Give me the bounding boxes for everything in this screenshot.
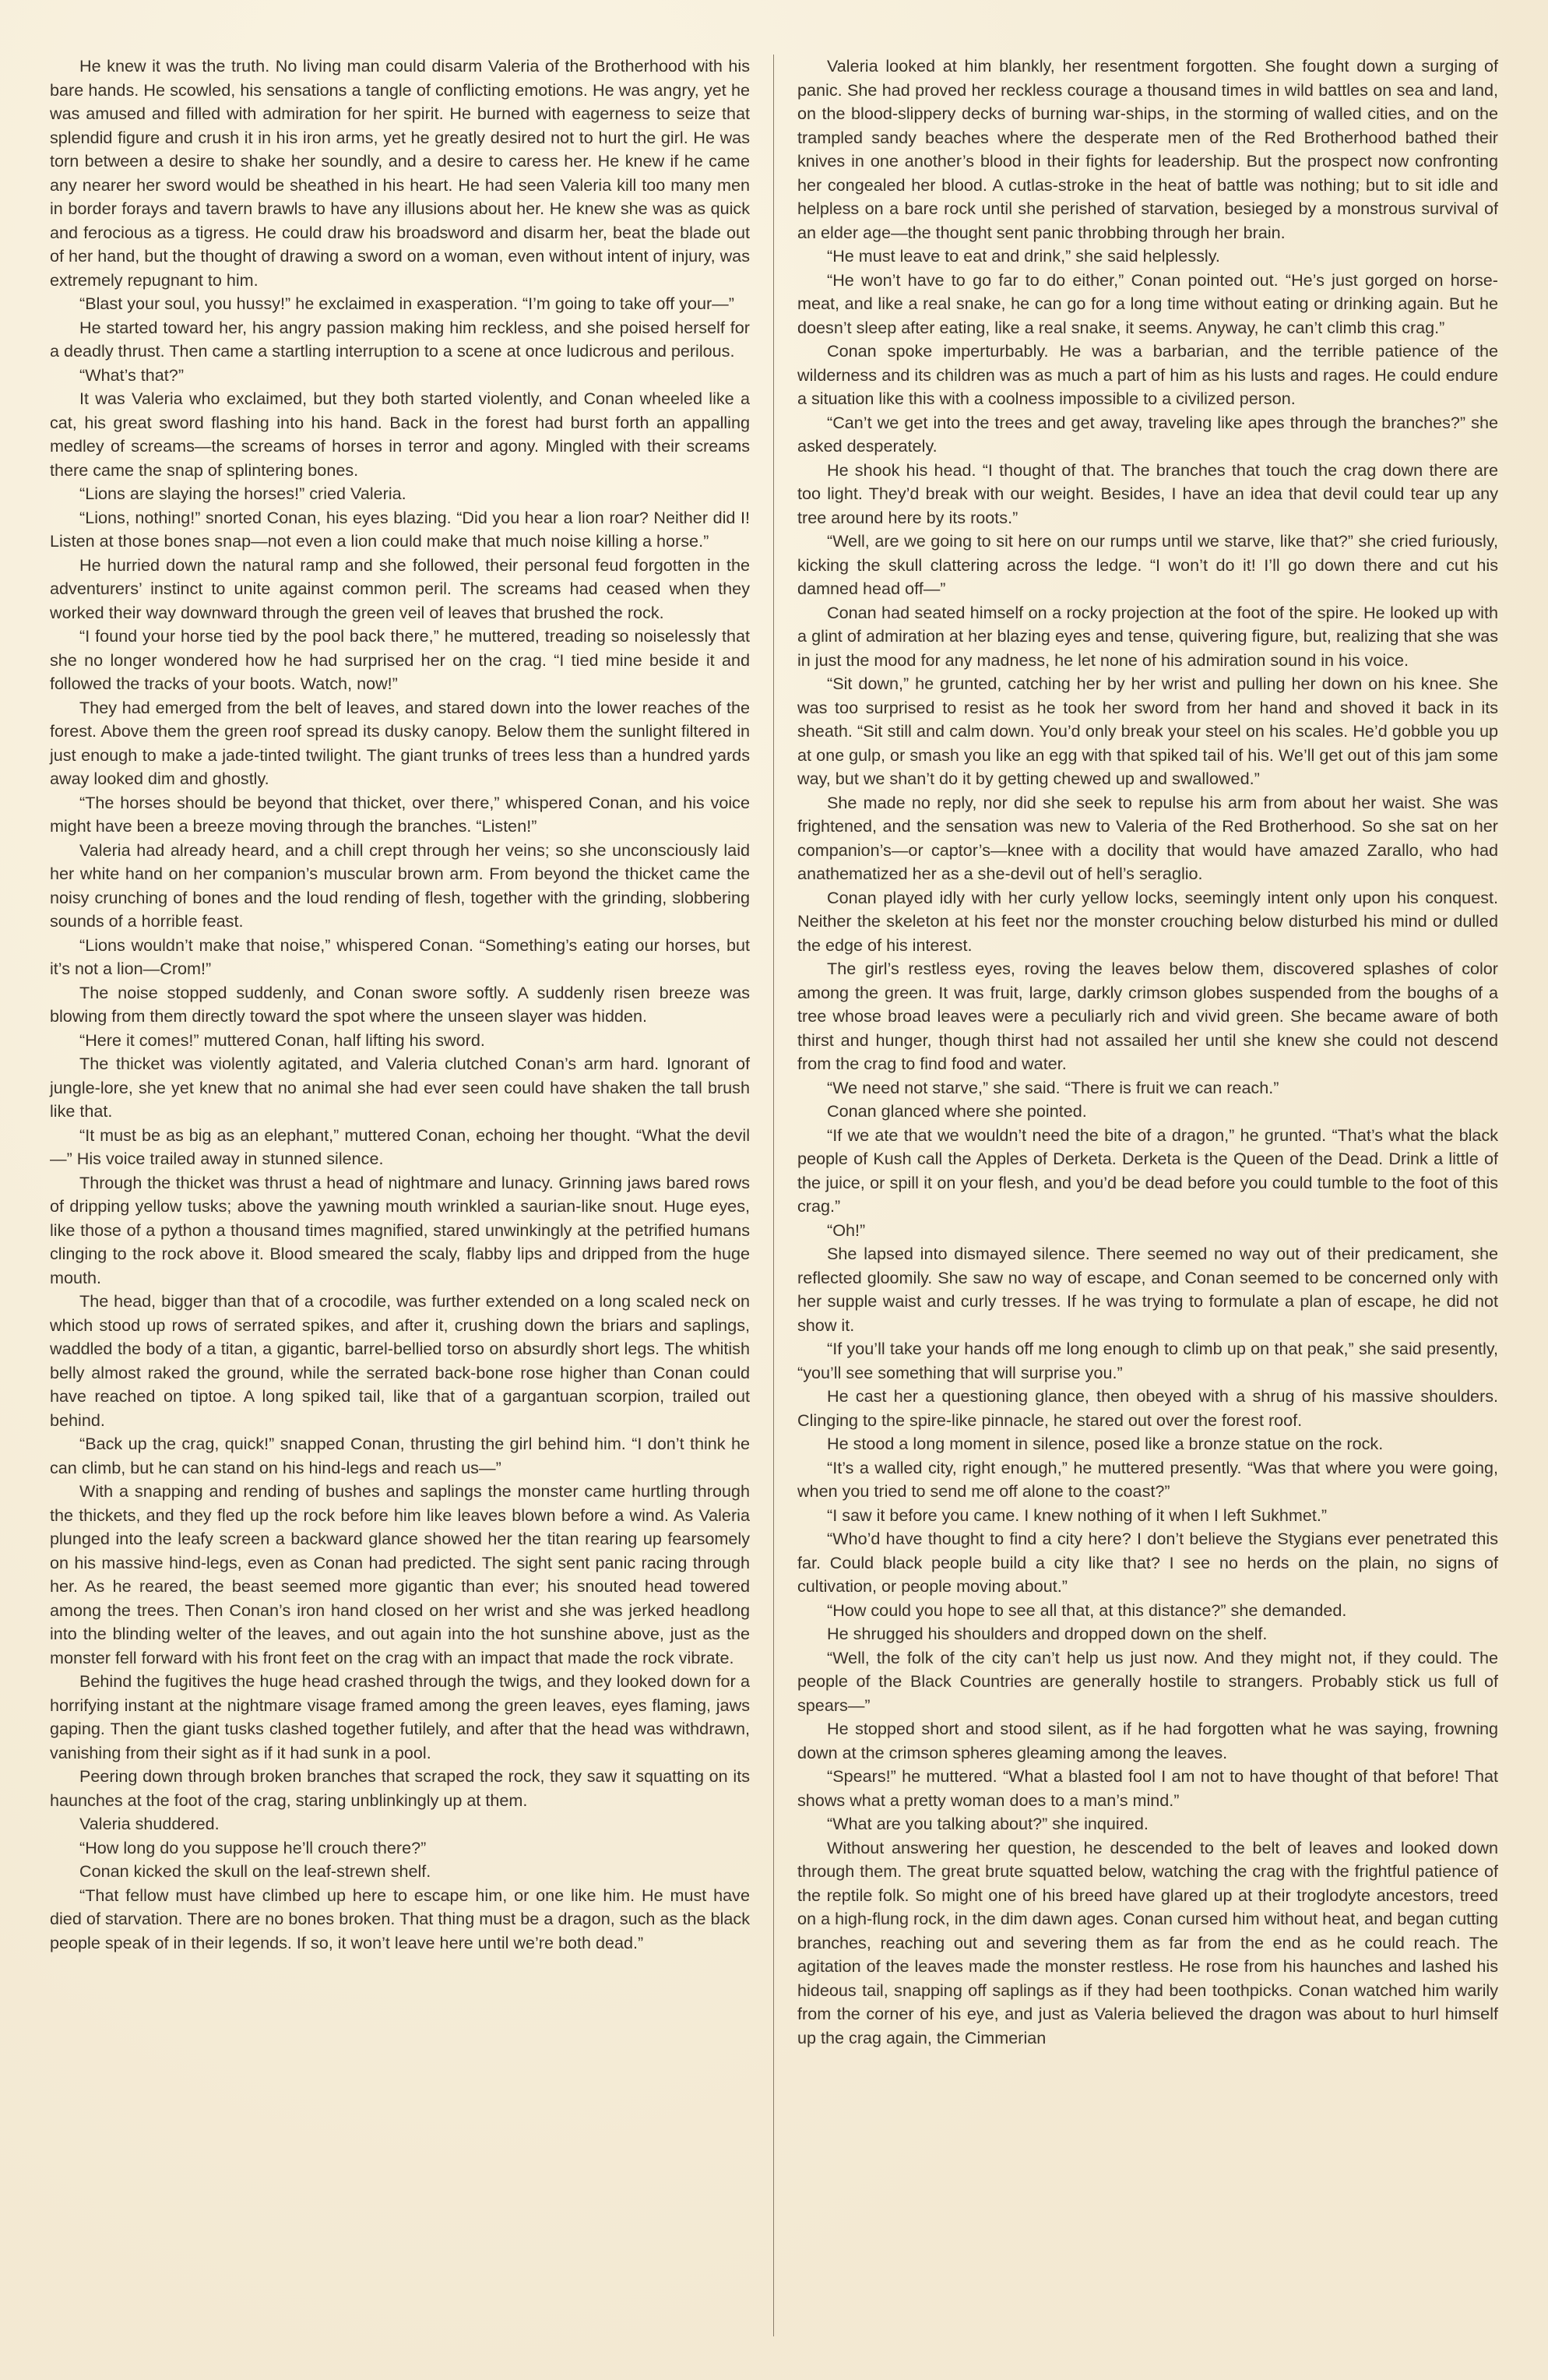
paragraph: He stood a long moment in silence, posed like a bronze statue on the rock. bbox=[827, 1434, 1384, 1453]
paragraph: “What are you talking about?” she inquired. bbox=[827, 1814, 1149, 1833]
paragraph: Peering down through broken branches that scraped the rock, they saw it squatting on its haunches at the foot of the crag, staring unblinkingly up at them. bbox=[50, 1766, 750, 1810]
paragraph: Conan spoke imperturbably. He was a barbarian, and the terrible patience of the wilderness and its children was as much a part of him as his lusts and rages. He could endure a situation like this with a coolness impossible to a civilized person. bbox=[797, 341, 1498, 408]
paragraph: The girl’s restless eyes, roving the leaves below them, discovered splashes of color among the green. It was fruit, large, darkly crimson globes suspended from the boughs of a tree whose broad leaves were a peculiarly rich and vivid green. She became aware of both thirst and hunger, though thirst had not assailed her until she knew she could not descend from the crag to find food and water. bbox=[797, 959, 1498, 1073]
paragraph: Valeria had already heard, and a chill crept through her veins; so she unconsciously laid her white hand on her companion’s muscular brown arm. From beyond the thicket came the noisy crunching of bones and the loud rending of flesh, together with the grinding, slobbering sounds of a horrible feast. bbox=[50, 840, 750, 931]
paragraph: The thicket was violently agitated, and Valeria clutched Conan’s arm hard. Ignorant of jungle-lore, she yet knew that no animal she had ever seen could have shaken the tall brush like that. bbox=[50, 1054, 750, 1121]
paragraph: “How could you hope to see all that, at this distance?” she demanded. bbox=[827, 1600, 1347, 1620]
paragraph: He started toward her, his angry passion making him reckless, and she poised herself for a deadly thrust. Then came a startling interruption to a scene at once ludicrous and perilous. bbox=[50, 317, 750, 361]
paragraph: “Lions wouldn’t make that noise,” whispered Conan. “Something’s eating our horses, but it’s not a lion—Crom!” bbox=[50, 935, 750, 978]
paragraph: With a snapping and rending of bushes and saplings the monster came hurtling through the thickets, and they fled up the rock before him like leaves blown before a wind. As Valeria plunged into the leafy screen a backward glance showed her the titan rearing up fearsomely on his massive hind-legs, even as Conan had predicted. The sight sent panic racing through her. As he reared, the beast seemed more gigantic than ever; his snouted head towered among the trees. Then Conan’s iron hand closed on her wrist and she was jerked headlong into the blinding welter of the leaves, and out again into the hot sunshine above, just as the monster fell forward with his front feet on the crag with an impact that made the rock vibrate. bbox=[50, 1481, 750, 1667]
paragraph: “He must leave to eat and drink,” she said helplessly. bbox=[827, 246, 1220, 266]
right-text-column bbox=[774, 55, 1501, 2336]
paragraph: “Sit down,” he grunted, catching her by her wrist and pulling her down on his knee. She was too surprised to resist as he took her sword from her hand and shoved it back in its sheath. “Sit still and calm down. You’d only break your steel on his scales. He’d gobble you up at one gulp, or smash you like an egg with that spiked tail of his. We’ll get out of this jam some way, but we shan’t do it by getting chewed up and swallowed.” bbox=[797, 674, 1498, 788]
paragraph: They had emerged from the belt of leaves, and stared down into the lower reaches of the forest. Above them the green roof spread its dusky canopy. Below them the sunlight filtered in just enough to make a jade-tinted twilight. The giant trunks of trees less than a hundred yards away looked dim and ghostly. bbox=[50, 697, 750, 788]
paragraph: “Back up the crag, quick!” snapped Conan, thrusting the girl behind him. “I don’t think he can climb, but he can stand on his hind-legs and reach us—” bbox=[50, 1434, 750, 1477]
paragraph: “We need not starve,” she said. “There is fruit we can reach.” bbox=[827, 1077, 1279, 1097]
paragraph: It was Valeria who exclaimed, but they both started violently, and Conan wheeled like a cat, his great sword flashing into his hand. Back in the forest had burst forth an appalling medley of screams—the screams of horses in terror and agony. Mingled with their screams there came the snap of splintering bones. bbox=[50, 389, 750, 480]
paragraph: She made no reply, nor did she seek to repulse his arm from about her waist. She was frightened, and the sensation was new to Valeria of the Red Brotherhood. So she sat on her companion’s—or captor’s—knee with a docility that would have amazed Zarallo, who had anathematized her as a she-devil out of hell’s seraglio. bbox=[797, 792, 1498, 883]
paragraph: “I found your horse tied by the pool back there,” he muttered, treading so noiselessly that she no longer wondered how he had surprised her on the crag. “I tied mine beside it and followed the tracks of your boots. Watch, now!” bbox=[50, 626, 750, 693]
paragraph: “I saw it before you came. I knew nothing of it when I left Sukhmet.” bbox=[827, 1505, 1328, 1525]
paragraph: “Oh!” bbox=[827, 1220, 866, 1240]
paragraph: He hurried down the natural ramp and she followed, their personal feud forgotten in the adventurers’ instinct to unite against common peril. The screams had ceased when they worked their way downward through the green veil of leaves that brushed the rock. bbox=[50, 555, 750, 622]
paragraph: “Here it comes!” muttered Conan, half lifting his sword. bbox=[79, 1030, 485, 1050]
paragraph: He cast her a questioning glance, then obeyed with a shrug of his massive shoulders. Clinging to the spire-like pinnacle, he stared out over the forest roof. bbox=[797, 1386, 1498, 1430]
book-page bbox=[47, 55, 1501, 2336]
paragraph: Through the thicket was thrust a head of nightmare and lunacy. Grinning jaws bared rows of dripping yellow tusks; above the yawning mouth wrinkled a saurian-like snout. Huge eyes, like those of a python a thousand times magnified, stared unwinkingly at the petrified humans clinging to the rock above it. Blood smeared the scaly, flabby lips and dripped from the huge mouth. bbox=[50, 1172, 750, 1287]
paragraph: Conan kicked the skull on the leaf-strewn shelf. bbox=[79, 1861, 431, 1881]
paragraph: “What’s that?” bbox=[79, 364, 185, 385]
paragraph: The noise stopped suddenly, and Conan swore softly. A suddenly risen breeze was blowing from them directly toward the spot where the unseen slayer was hidden. bbox=[50, 982, 750, 1026]
paragraph: Without answering her question, he descended to the belt of leaves and looked down through them. The great brute squatted below, watching the crag with the frightful patience of the reptile folk. So might one of his breed have glared up at their troglodyte ancestors, treed on a high-flung rock, in the dim dawn ages. Conan cursed him without heat, and began cutting branches, reaching out and severing them as far from the end as he could reach. The agitation of the leaves made the monster restless. He rose from his haunches and lashed his hideous tail, snapping off saplings as if they had been toothpicks. Conan watched him warily from the corner of his eye, and just as Valeria believed the dragon was about to hurl himself up the crag again, the Cimmerian bbox=[797, 1837, 1498, 2047]
paragraph: “Lions, nothing!” snorted Conan, his eyes blazing. “Did you hear a lion roar? Neither did I! Listen at those bones snap—not even a lion could make that much noise killing a horse.” bbox=[50, 507, 750, 551]
paragraph: Conan played idly with her curly yellow locks, seemingly intent only upon his conquest. Neither the skeleton at his feet nor the monster crouching below disturbed his mind or dulled the edge of his interest. bbox=[797, 887, 1498, 955]
paragraph: She lapsed into dismayed silence. There seemed no way out of their predicament, she reflected gloomily. She saw no way of escape, and Conan seemed to be concerned only with her supple waist and curly tresses. If he was trying to formulate a plan of escape, he did not show it. bbox=[797, 1244, 1498, 1335]
paragraph: “How long do you suppose he’ll crouch there?” bbox=[79, 1837, 427, 1857]
paragraph: “Well, the folk of the city can’t help us just now. And they might not, if they could. The people of the Black Countries are generally hostile to strangers. Probably stick us full of spears—” bbox=[797, 1647, 1498, 1715]
paragraph: “That fellow must have climbed up here to escape him, or one like him. He must have died of starvation. There are no bones broken. That thing must be a dragon, such as the black people speak of in their legends. If so, it won’t leave here until we’re both dead.” bbox=[50, 1885, 750, 1952]
paragraph: “Who’d have thought to find a city here? I don’t believe the Stygians ever penetrated this far. Could black people build a city like that? I see no herds on the plain, no signs of cultivation, or people moving about.” bbox=[797, 1529, 1498, 1596]
paragraph: “Blast your soul, you hussy!” he exclaimed in exasperation. “I’m going to take off your—” bbox=[79, 294, 734, 313]
paragraph: “Can’t we get into the trees and get away, traveling like apes through the branches?” she asked desperately. bbox=[797, 412, 1498, 456]
paragraph: Behind the fugitives the huge head crashed through the twigs, and they looked down for a horrifying instant at the nightmare visage framed among the green leaves, eyes flaming, jaws gaping. Then the giant tusks clashed together futilely, and after that the head was withdrawn, vanishing from their sight as if it had sunk in a pool. bbox=[50, 1671, 750, 1762]
paragraph: He knew it was the truth. No living man could disarm Valeria of the Brotherhood with his bare hands. He scowled, his sensations a tangle of conflicting emotions. He was angry, yet he was amused and filled with admiration for her spirit. He burned with eagerness to seize that splendid figure and crush it in his iron arms, yet he greatly desired not to hurt the girl. He was torn between a desire to shake her soundly, and a desire to caress her. He knew if he came any nearer her sword would be sheathed in his heart. He had seen Valeria kill too many men in border forays and tavern brawls to have any illusions about her. He knew she was as quick and ferocious as a tigress. He could draw his broadsword and disarm her, beat the blade out of her hand, but the thought of drawing a sword on a woman, even without intent of injury, was extremely repugnant to him. bbox=[50, 56, 750, 290]
paragraph: “The horses should be beyond that thicket, over there,” whispered Conan, and his voice might have been a breeze moving through the branches. “Listen!” bbox=[50, 792, 750, 836]
paragraph: He shrugged his shoulders and dropped down on the shelf. bbox=[827, 1624, 1268, 1643]
paragraph: “It’s a walled city, right enough,” he muttered presently. “Was that where you were going, when you tried to send me off alone to the coast?” bbox=[797, 1457, 1498, 1501]
paragraph: Conan glanced where she pointed. bbox=[827, 1101, 1087, 1121]
paragraph: “Lions are slaying the horses!” cried Valeria. bbox=[79, 484, 406, 503]
paragraph: “If we ate that we wouldn’t need the bite of a dragon,” he grunted. “That’s what the black people of Kush call the Apples of Derketa. Derketa is the Queen of the Dead. Drink a little of the juice, or spill it on your flesh, and you’d be dead before you could tumble to the foot of this crag.” bbox=[797, 1125, 1498, 1216]
paragraph: The head, bigger than that of a crocodile, was further extended on a long scaled neck on which stood up rows of serrated spikes, and after it, crushing down the briars and saplings, waddled the body of a titan, a gigantic, barrel-bellied torso on absurdly short legs. The whitish belly almost raked the ground, while the serrated back-bone rose higher than Conan could have reached on tiptoe. A long spiked tail, like that of a gargantuan scorpion, trailed out behind. bbox=[50, 1291, 750, 1430]
paragraph: “He won’t have to go far to do either,” Conan pointed out. “He’s just gorged on horse-meat, and like a real snake, he can go for a long time without eating or drinking again. But he doesn’t sleep after eating, like a real snake, it seems. Anyway, he can’t climb this crag.” bbox=[797, 269, 1498, 337]
paragraph: He shook his head. “I thought of that. The branches that touch the crag down there are too light. They’d break with our weight. Besides, I have an idea that devil could tear up any tree around here by its roots.” bbox=[797, 459, 1498, 527]
paragraph: “Well, are we going to sit here on our rumps until we starve, like that?” she cried furiously, kicking the skull clattering across the ledge. “I won’t do it! I’ll go down there and cut his damned head off—” bbox=[797, 531, 1498, 598]
paragraph: “It must be as big as an elephant,” muttered Conan, echoing her thought. “What the devil—” His voice trailed away in stunned silence. bbox=[50, 1125, 750, 1168]
paragraph: Valeria looked at him blankly, her resentment forgotten. She fought down a surging of panic. She had proved her reckless courage a thousand times in wild battles on sea and land, on the blood-slippery decks of burning war-ships, in the storming of walled cities, and on the trampled sandy beaches where the desperate men of the Red Brotherhood bathed their knives in one another’s blood in their fights for leadership. But the prospect now confronting her congealed her blood. A cutlas-stroke in the heat of battle was nothing; but to sit idle and helpless on a bare rock until she perished of starvation, besieged by a monstrous survival of an elder age—the thought sent panic throbbing through her brain. bbox=[797, 56, 1498, 242]
paragraph: Conan had seated himself on a rocky projection at the foot of the spire. He looked up with a glint of admiration at her blazing eyes and tense, quivering figure, but, realizing that she was in just the mood for any madness, he let none of his admiration sound in his voice. bbox=[797, 602, 1498, 670]
paragraph: He stopped short and stood silent, as if he had forgotten what he was saying, frowning down at the crimson spheres gleaming among the leaves. bbox=[797, 1719, 1498, 1762]
paragraph: Valeria shuddered. bbox=[79, 1814, 220, 1833]
left-text-column bbox=[47, 55, 774, 2336]
paragraph: “If you’ll take your hands off me long enough to climb up on that peak,” she said presently, “you’ll see something that will surprise you.” bbox=[797, 1339, 1498, 1382]
paragraph: “Spears!” he muttered. “What a blasted fool I am not to have thought of that before! That shows what a pretty woman does to a man’s mind.” bbox=[797, 1766, 1498, 1810]
